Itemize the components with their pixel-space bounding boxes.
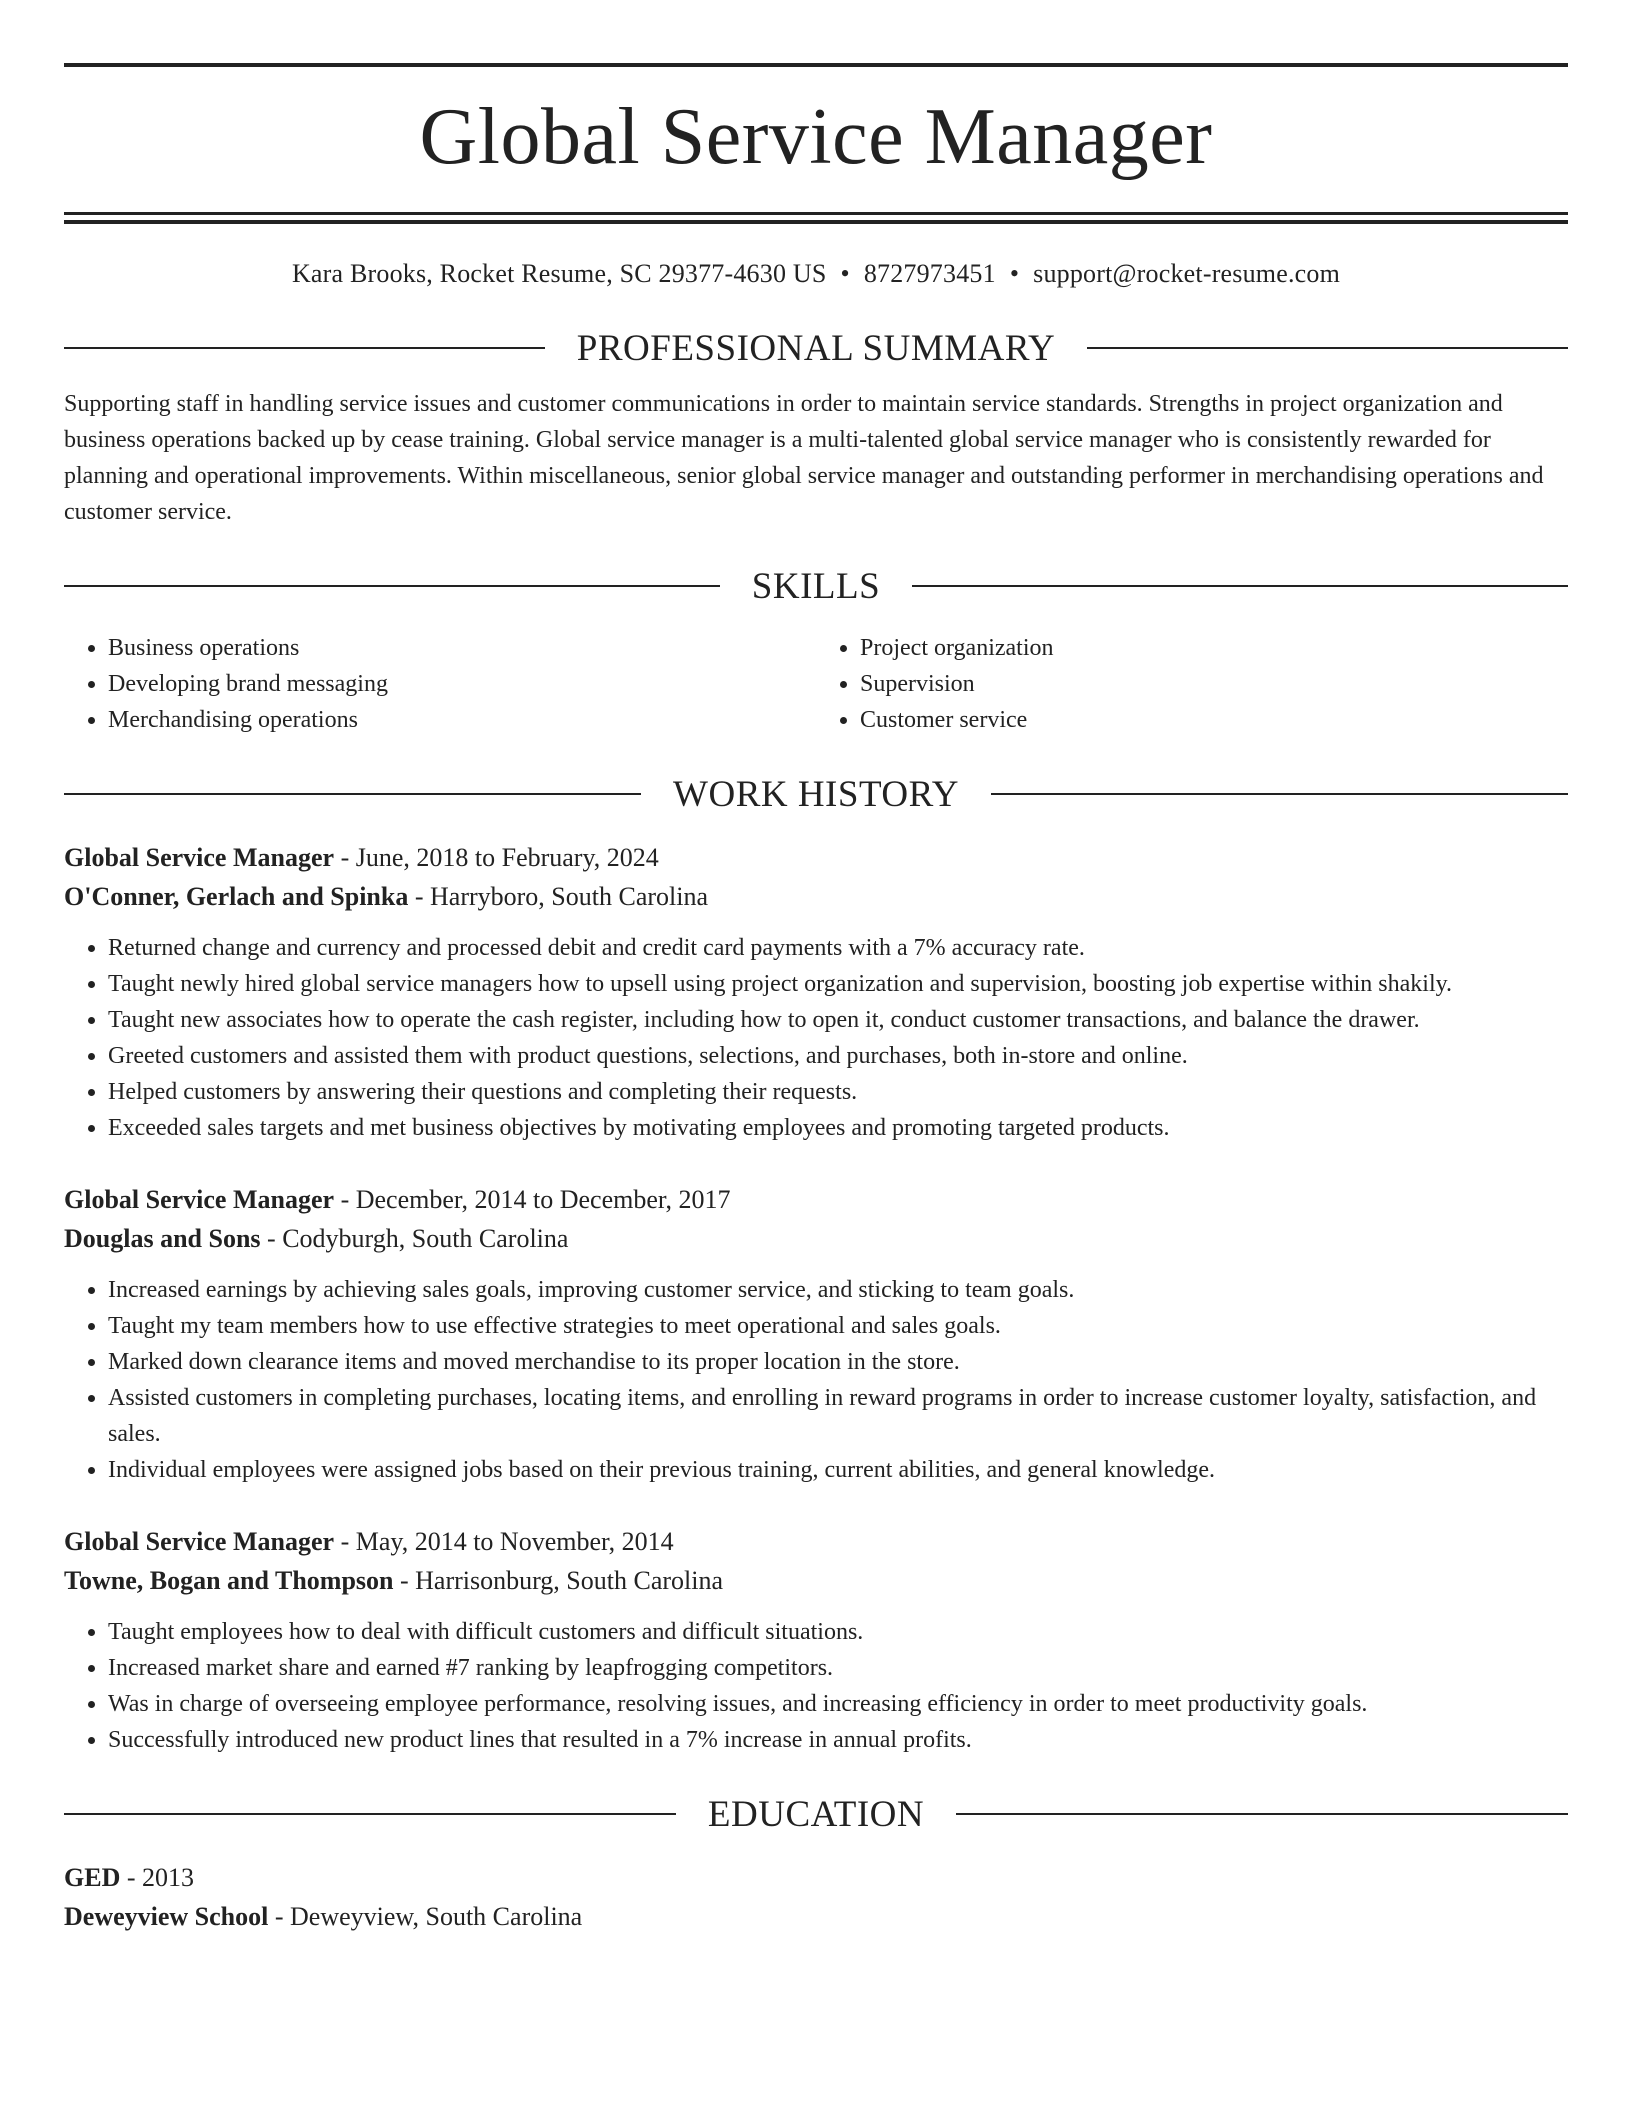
contact-line [64, 256, 1568, 292]
section-rule [991, 793, 1568, 795]
job-role: Global Service Manager [64, 1185, 335, 1214]
job-role-line [64, 838, 1568, 877]
contact-phone: 8727973451 [863, 259, 996, 288]
job-bullet: • Marked down clearance items and moved merchandise to its proper location in the store. [108, 1344, 1568, 1380]
job-bullet: • Was in charge of overseeing employee performance, resolving issues, and increasing efficiency in order to meet productivity goals. [108, 1686, 1568, 1722]
job-location: - Codyburgh, South Carolina [260, 1224, 569, 1253]
job-bullet: • Exceeded sales targets and met business objectives by motivating employees and promoting targeted products. [108, 1110, 1568, 1146]
skills-column-left [64, 630, 816, 738]
resume-title: Global Service Manager [419, 93, 1213, 181]
job-bullet: • Successfully introduced new product lines that resulted in a 7% increase in annual profits. [108, 1722, 1568, 1758]
job-bullet: • Increased earnings by achieving sales goals, improving customer service, and sticking to team goals. [108, 1272, 1568, 1308]
job-bullet: • Taught employees how to deal with difficult customers and difficult situations. [108, 1614, 1568, 1650]
summary-text: Supporting staff in handling service issues and customer communications in order to maintain service standards. Strengths in project organization and business operations backed up by cease training. Global service manager is a multi-talented global service manager who is consistently rewarded for planning and operational improvements. Within miscellaneous, senior global service manager and outstanding performer in merchandising operations and customer service. [64, 391, 1544, 525]
job-entry [64, 1522, 1568, 1758]
section-header-education [64, 1792, 1568, 1836]
contact-separator: • [840, 259, 850, 288]
job-bullet: • Returned change and currency and processed debit and credit card payments with a 7% accuracy rate. [108, 930, 1568, 966]
job-company: Towne, Bogan and Thompson [64, 1566, 394, 1595]
job-company-line [64, 877, 1568, 916]
education-location: - Deweyview, South Carolina [268, 1902, 583, 1931]
job-entry [64, 1180, 1568, 1488]
job-role: Global Service Manager [64, 843, 335, 872]
skill-item: • Supervision [860, 666, 1568, 702]
section-header-work [64, 772, 1568, 816]
contact-separator: • [1009, 259, 1020, 288]
job-role-line [64, 1180, 1568, 1219]
skill-item: • Merchandising operations [108, 702, 816, 738]
skill-item: • Business operations [108, 630, 816, 666]
contact-address: Kara Brooks, Rocket Resume, SC 29377-4630 US [291, 259, 827, 288]
section-header-summary [64, 326, 1568, 370]
section-title-work: WORK HISTORY [673, 773, 959, 815]
job-role-line [64, 1522, 1568, 1561]
section-title-education: EDUCATION [707, 1793, 925, 1835]
skills-list [64, 630, 1568, 738]
education-year: - 2013 [120, 1863, 195, 1892]
education-degree: GED [64, 1863, 121, 1892]
job-company-line [64, 1561, 1568, 1600]
education-school: Deweyview School [64, 1902, 269, 1931]
job-bullet: • Individual employees were assigned jobs based on their previous training, current abilities, and general knowledge. [108, 1452, 1568, 1488]
section-rule [64, 585, 720, 587]
education-entry [64, 1858, 1568, 1936]
skill-item: • Developing brand messaging [108, 666, 816, 702]
job-bullet: • Taught newly hired global service managers how to upsell using project organization and supervision, boosting job expertise within shakily. [108, 966, 1568, 1002]
skill-item: • Customer service [860, 702, 1568, 738]
job-location: - Harryboro, South Carolina [408, 882, 709, 911]
section-rule [64, 1813, 676, 1815]
job-bullets [64, 1272, 1568, 1488]
education-degree-line [64, 1858, 1568, 1897]
job-bullet: • Taught new associates how to operate the cash register, including how to open it, conduct customer transactions, and balance the drawer. [108, 1002, 1568, 1038]
job-company-line [64, 1219, 1568, 1258]
job-bullets [64, 930, 1568, 1146]
resume-page [64, 0, 1568, 1936]
job-company: O'Conner, Gerlach and Spinka [64, 882, 409, 911]
section-rule [64, 793, 641, 795]
skills-column-right [816, 630, 1568, 738]
job-location: - Harrisonburg, South Carolina [393, 1566, 724, 1595]
job-bullet: • Increased market share and earned #7 ranking by leapfrogging competitors. [108, 1650, 1568, 1686]
job-entry [64, 838, 1568, 1146]
job-bullet: • Taught my team members how to use effective strategies to meet operational and sales goals. [108, 1308, 1568, 1344]
contact-email: support@rocket-resume.com [1033, 259, 1341, 288]
job-company: Douglas and Sons [64, 1224, 261, 1253]
section-rule [956, 1813, 1568, 1815]
job-bullets [64, 1614, 1568, 1758]
section-rule [912, 585, 1568, 587]
job-bullet: • Assisted customers in completing purchases, locating items, and enrolling in reward programs in order to increase customer loyalty, satisfaction, and sales. [108, 1380, 1568, 1452]
section-rule [1087, 347, 1568, 349]
section-rule [64, 347, 545, 349]
header-double-rule [64, 212, 1568, 224]
job-bullet: • Helped customers by answering their questions and completing their requests. [108, 1074, 1568, 1110]
job-bullet: • Greeted customers and assisted them with product questions, selections, and purchases, both in-store and online. [108, 1038, 1568, 1074]
skill-item: • Project organization [860, 630, 1568, 666]
job-role: Global Service Manager [64, 1527, 335, 1556]
job-dates: - May, 2014 to November, 2014 [334, 1527, 674, 1556]
section-title-skills: SKILLS [751, 565, 881, 607]
section-title-summary: PROFESSIONAL SUMMARY [576, 327, 1056, 369]
job-dates: - December, 2014 to December, 2017 [334, 1185, 731, 1214]
education-school-line [64, 1897, 1568, 1936]
job-dates: - June, 2018 to February, 2024 [334, 843, 659, 872]
section-header-skills [64, 564, 1568, 608]
